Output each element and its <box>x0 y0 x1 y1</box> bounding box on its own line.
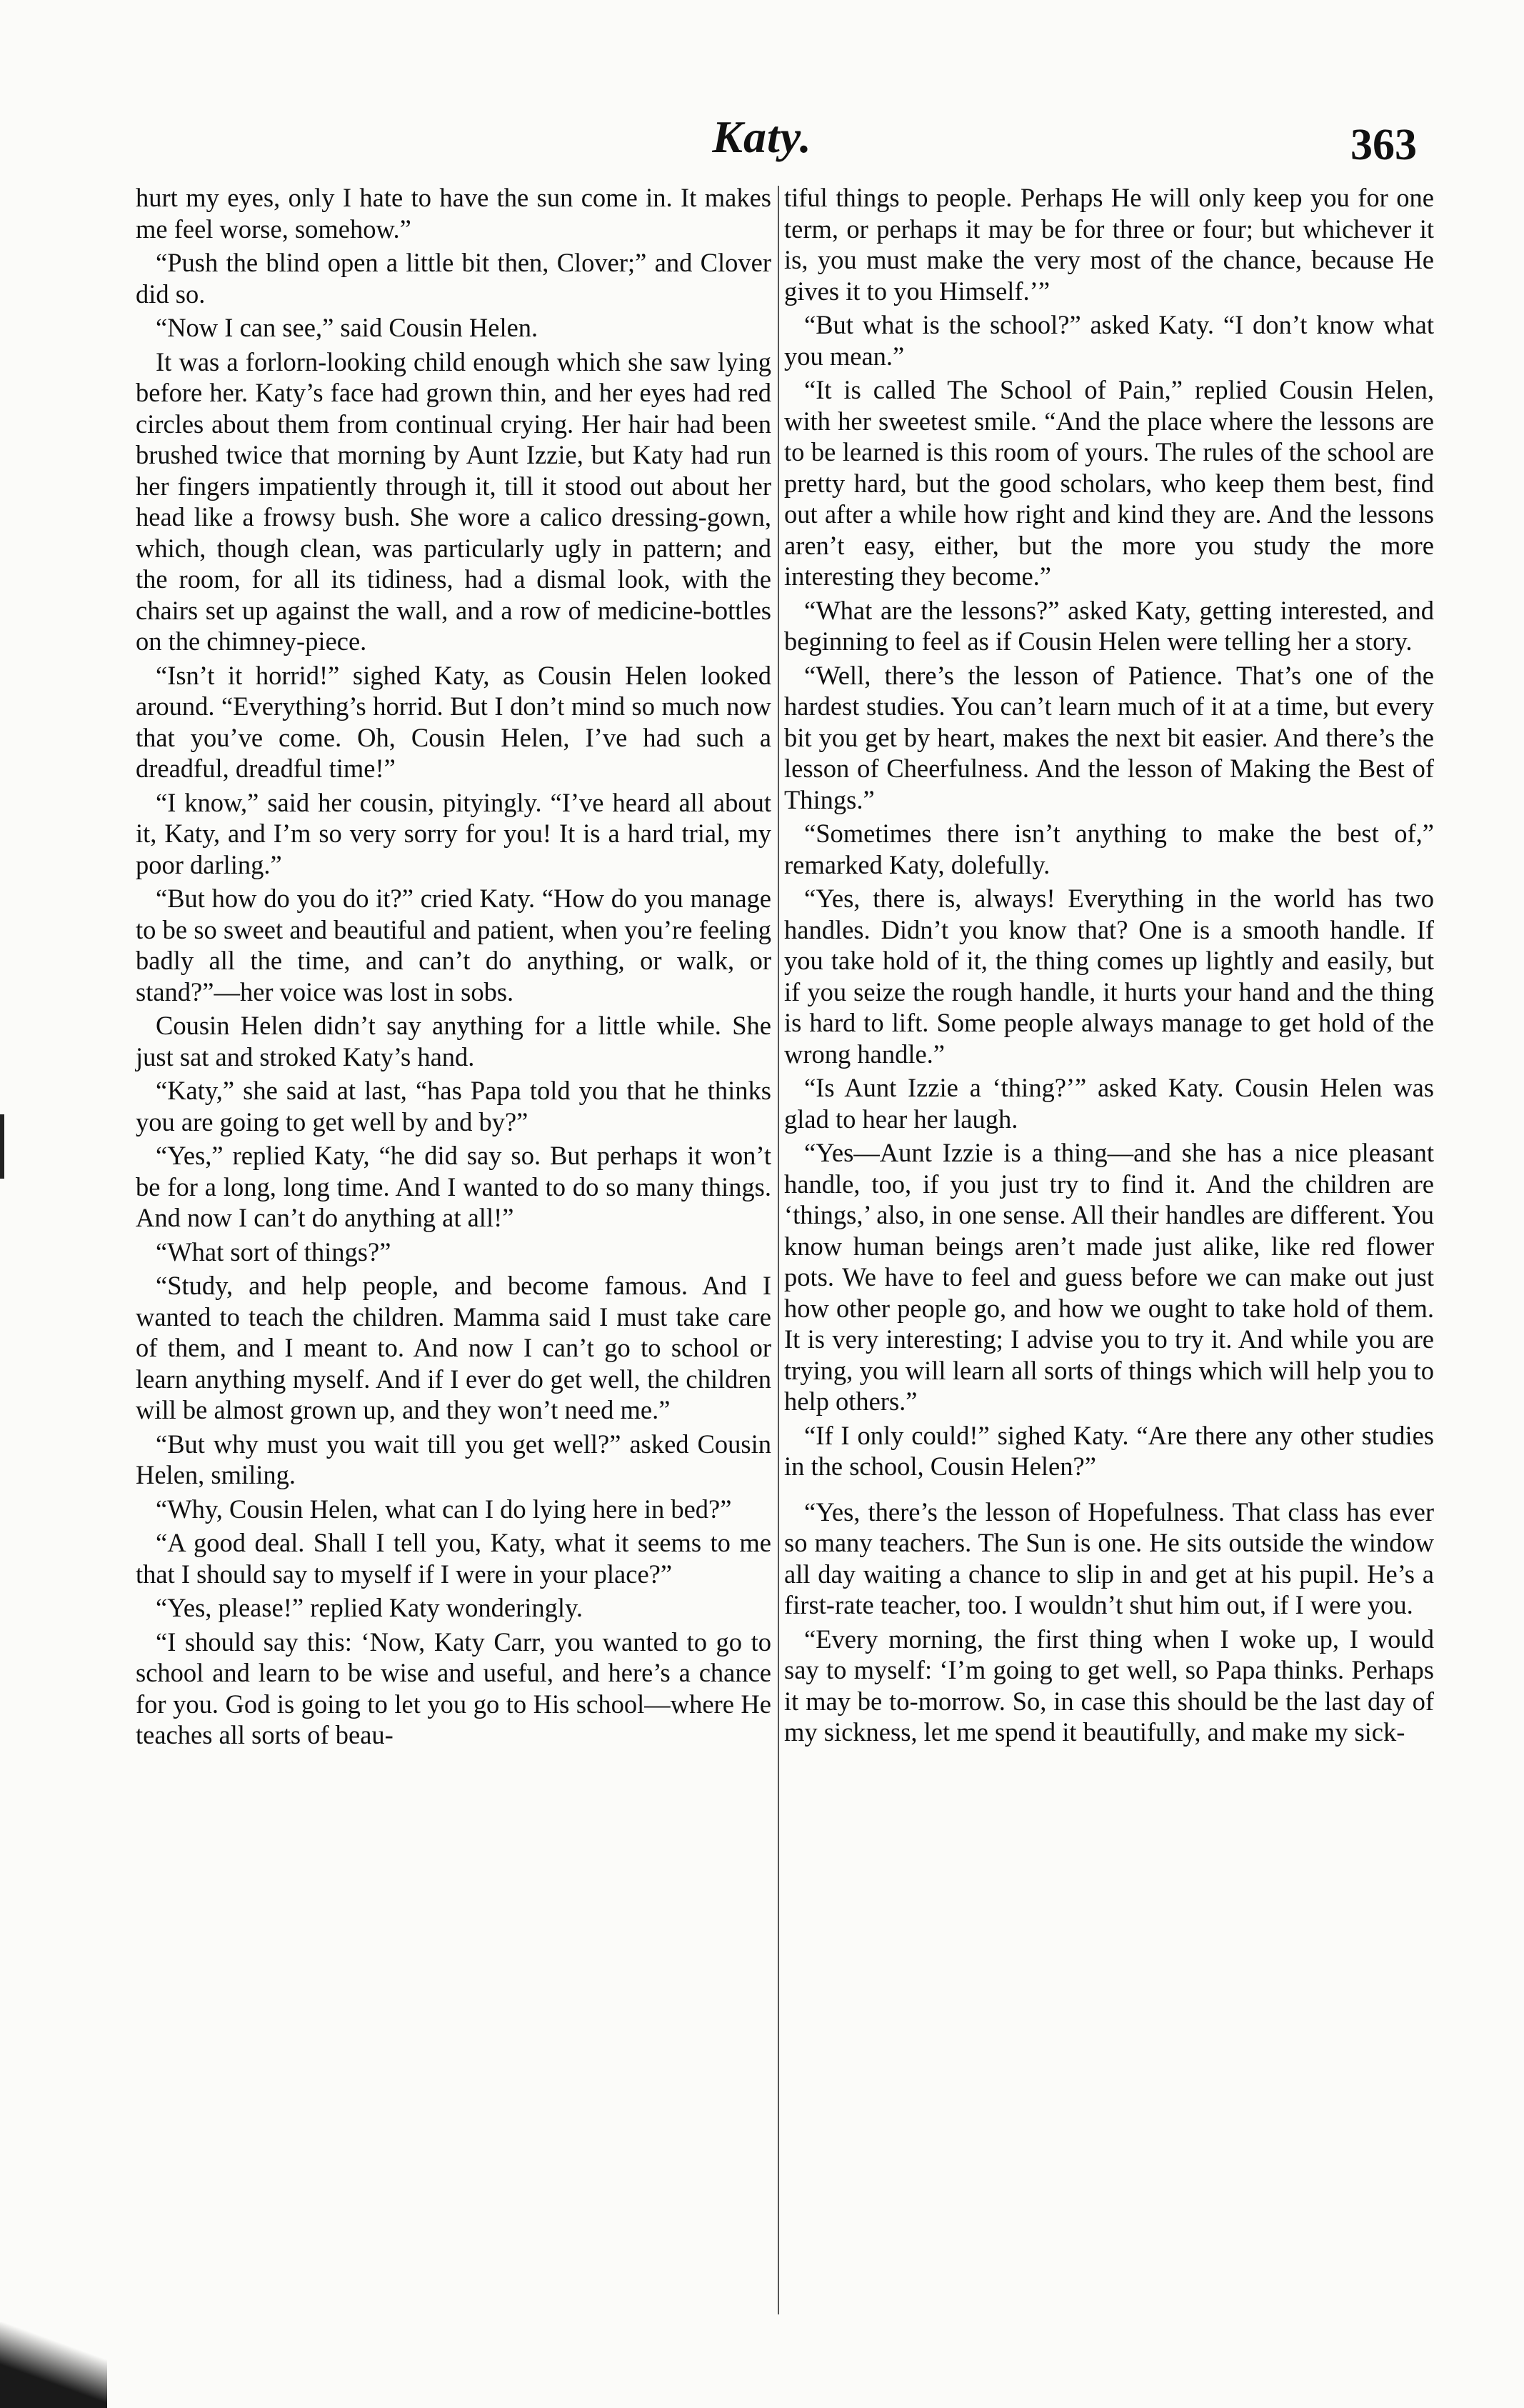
paragraph: “But what is the school?” asked Katy. “I don’t know what you mean.” <box>784 310 1434 371</box>
left-column <box>136 182 771 1754</box>
paragraph: “But why must you wait till you get well?” asked Cousin Helen, smiling. <box>136 1429 771 1489</box>
right-column <box>784 182 1434 1751</box>
paragraph: “Every morning, the first thing when I woke up, I would say to myself: ‘I’m going to get well, so Papa thinks. Perhaps it may be to-morrow. So, in case this should be the last day of my sickness, let me spend it beautifully, and make my sick- <box>784 1624 1434 1747</box>
page-number: 363 <box>1350 121 1417 169</box>
paragraph: “Isn’t it horrid!” sighed Katy, as Cousin Helen looked around. “Everything’s horrid. But I don’t mind so much now that you’ve come. Oh, Cousin Helen, I’ve had such a dreadful, dreadful time!” <box>136 660 771 783</box>
paragraph: “Katy,” she said at last, “has Papa told you that he thinks you are going to get well by and by?” <box>136 1076 771 1136</box>
paragraph: “What sort of things?” <box>156 1237 391 1267</box>
paragraph: It was a forlorn-looking child enough which she saw lying before her. Katy’s face had grown thin, and her eyes had red circles about them from continual crying. Her hair had been brushed twice that morning by Aunt Izzie, but Katy had run her fingers impatiently through it, till it stood out about her head like a frowsy bush. She wore a calico dressing-gown, which, though clean, was particularly ugly in pattern; and the room, for all its tidiness, had a dismal look, with the chairs set up against the wall, and a row of medicine-bottles on the chimney-piece. <box>136 346 771 656</box>
paragraph: tiful things to people. Perhaps He will only keep you for one term, or perhaps it may be for three or four; but whichever it is, you must make the very most of the chance, because He gives it to you Himself.’” <box>784 183 1434 306</box>
paragraph: “Is Aunt Izzie a ‘thing?’” asked Katy. Cousin Helen was glad to hear her laugh. <box>784 1073 1434 1134</box>
paragraph: “Yes, there’s the lesson of Hopefulness. That class has ever so many teachers. The Sun is one. He sits outside the window all day waiting a chance to slip in and get at his pupil. He’s a first-rate teacher, too. I wouldn’t shut him out, if I were you. <box>784 1497 1434 1619</box>
paragraph: “Sometimes there isn’t anything to make the best of,” remarked Katy, dolefully. <box>784 819 1434 879</box>
paragraph: “I know,” said her cousin, pityingly. “I’ve heard all about it, Katy, and I’m so very sorry for you! It is a hard trial, my poor darling.” <box>136 787 771 879</box>
paragraph: “A good deal. Shall I tell you, Katy, what it seems to me that I should say to myself if I were in your place?” <box>136 1528 771 1589</box>
scan-corner-shadow <box>0 2322 107 2408</box>
running-title: Katy. <box>712 111 812 162</box>
paragraph: “Yes,” replied Katy, “he did say so. But perhaps it won’t be for a long, long time. And I wanted to do so many things. And now I can’t do anything at all!” <box>136 1141 771 1232</box>
paragraph: “Study, and help people, and become famous. And I wanted to teach the children. Mamma said I must take care of them, and I meant to. And now I can’t go to school or learn anything myself. And if I ever do get well, the children will be almost grown up, and they won’t need me.” <box>136 1271 771 1424</box>
paragraph: “Now I can see,” said Cousin Helen. <box>156 313 538 342</box>
scan-edge-mark <box>0 1114 4 1179</box>
paragraph: “If I only could!” sighed Katy. “Are there any other studies in the school, Cousin Helen?” <box>784 1420 1434 1481</box>
paragraph: “Why, Cousin Helen, what can I do lying here in bed?” <box>156 1494 732 1524</box>
paragraph: “What are the lessons?” asked Katy, getting interested, and beginning to feel as if Cousin Helen were telling her a story. <box>784 595 1434 656</box>
paragraph: hurt my eyes, only I hate to have the sun come in. It makes me feel worse, somehow.” <box>136 183 771 244</box>
column-divider <box>778 186 779 2314</box>
paragraph: “It is called The School of Pain,” replied Cousin Helen, with her sweetest smile. “And the place where the lessons are to be learned is this room of yours. The rules of the school are pretty hard, but the good scholars, who keep them best, find out after a while how right and kind they are. And the lessons aren’t easy, either, but the more you study the more interesting they become.” <box>784 375 1434 591</box>
paragraph: “Well, there’s the lesson of Patience. That’s one of the hardest studies. You can’t learn much of it at a time, but every bit you get by heart, makes the next bit easier. And there’s the lesson of Cheerfulness. And the lesson of Making the Best of Things.” <box>784 660 1434 814</box>
paragraph: “But how do you do it?” cried Katy. “How do you manage to be so sweet and beautiful and patient, when you’re feeling badly all the time, and can’t do anything, or walk, or stand?”—her voice was lost in sobs. <box>136 884 771 1006</box>
paragraph: “Yes—Aunt Izzie is a thing—and she has a nice pleasant handle, too, if you just try to find it. And the children are ‘things,’ also, in one sense. All their handles are different. You know human beings aren’t made just alike, like red flower pots. We have to feel and guess before we can make out just how other people go, and how we ought to take hold of them. It is very interesting; I advise you to try it. And while you are trying, you will learn all sorts of things which will help you to help others.” <box>784 1138 1434 1416</box>
paragraph: Cousin Helen didn’t say anything for a little while. She just sat and stroked Katy’s hand. <box>136 1011 771 1071</box>
paragraph: “Push the blind open a little bit then, Clover;” and Clover did so. <box>136 248 771 309</box>
paragraph: “I should say this: ‘Now, Katy Carr, you wanted to go to school and learn to be wise and useful, and here’s a chance for you. God is going to let you go to His school—where He teaches all sorts of beau- <box>136 1627 771 1749</box>
paragraph: “Yes, please!” replied Katy wonderingly. <box>156 1593 583 1622</box>
paragraph: “Yes, there is, always! Everything in the world has two handles. Didn’t you know that? One is a smooth handle. If you take hold of it, the thing comes up lightly and easily, but if you seize the rough handle, it hurts your hand and the thing is hard to lift. Some people always manage to get hold of the wrong handle.” <box>784 884 1434 1069</box>
